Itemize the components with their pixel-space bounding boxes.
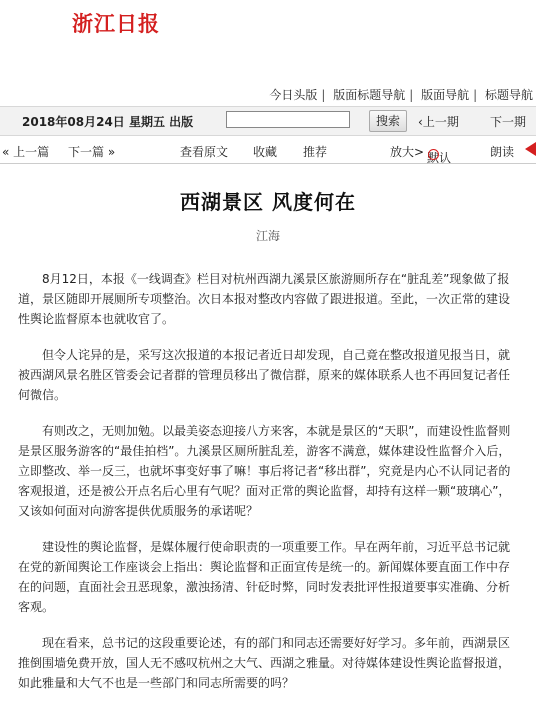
issue-date: 2018年08月24日 星期五 出版: [22, 115, 194, 129]
next-issue-link[interactable]: 下一期: [490, 115, 527, 129]
nav-page-title-navigation[interactable]: 版面标题导航: [333, 88, 406, 102]
article-paragraph: 8月12日，本报《一线调查》栏目对杭州西湖九溪景区旅游厕所存在“脏乱差”现象做了报道，景区随即开展厕所专项整治。次日本报对整改内容做了跟进报道。至此，一次正常的建设性舆论监督原本也就收官了。: [18, 272, 511, 326]
article-paragraph: 但令人诧异的是，采写这次报道的本报记者近日却发现，自己竟在整改报道见报当日，就被西湖风景名胜区管委会记者群的管理员移出了微信群，原来的媒体联系人也不再回复记者任何微信。: [18, 348, 511, 402]
read-aloud-link[interactable]: 朗读: [490, 145, 515, 159]
nav-front-page[interactable]: 今日头版: [269, 88, 318, 102]
default-size-label: 默认: [427, 151, 452, 165]
article-body: [18, 269, 514, 709]
prev-article-link[interactable]: « 上一篇: [2, 145, 50, 159]
zoom-in-link[interactable]: 放大>: [390, 145, 425, 159]
article-title: 西湖景区 风度何在: [180, 190, 356, 214]
search-input[interactable]: [226, 111, 350, 128]
masthead: [0, 0, 536, 86]
article-author: 江海: [255, 229, 280, 243]
article-paragraph: 现在看来，总书记的这段重要论述，有的部门和同志还需要好好学习。多年前，西湖景区推倒围墙免费开放，国人无不感叹杭州之大气、西湖之雅量。对待媒体建设性舆论监督报道，如此雅量和大气不也是一些部门和同志所需要的吗？: [18, 636, 511, 690]
nav-page-navigation[interactable]: 版面导航: [421, 88, 470, 102]
circle-icon: [428, 149, 439, 160]
view-original-link[interactable]: 查看原文: [180, 145, 229, 159]
nav-divider: |: [473, 88, 478, 102]
article-paragraph: 有则改之，无则加勉。以最美姿态迎接八方来客，本就是景区的“天职”，而建设性监督则是景区服务游客的“最佳拍档”。九溪景区厕所脏乱差，游客不满意，媒体建设性监督介入后，立即整改、举一反三，也就坏事变好事了嘛！事后将记者“移出群”，究竟是内心不认同记者的客观报道，还是被公开点名后心里有气呢？面对正常的舆论监督，却持有这样一颗“玻璃心”，又该如何面对向游客提供优质服务的承诺呢？: [18, 424, 511, 518]
nav-divider: |: [409, 88, 414, 102]
search-button[interactable]: 搜索: [369, 110, 407, 132]
nav-title-navigation[interactable]: 标题导航: [484, 88, 533, 102]
top-navigation: [266, 86, 536, 106]
speaker-icon[interactable]: [525, 142, 536, 156]
nav-divider: |: [321, 88, 326, 102]
newspaper-logo[interactable]: 浙江日报: [72, 12, 160, 36]
prev-issue-label: 上一期: [422, 115, 459, 129]
article-paragraph: 建设性的舆论监督，是媒体履行使命职责的一项重要工作。早在两年前，习近平总书记就在党的新闻舆论工作座谈会上指出：舆论监督和正面宣传是统一的。新闻媒体要直面工作中存在的问题，直面社会丑恶现象，激浊扬清、针砭时弊，同时发表批评性报道要事实准确、分析客观。: [18, 540, 511, 614]
favorite-link[interactable]: 收藏: [253, 145, 278, 159]
left-arrow-icon: ‹: [418, 115, 423, 129]
date-search-bar: [0, 106, 536, 136]
next-article-link[interactable]: 下一篇 »: [68, 145, 116, 159]
article-toolbar: [0, 137, 536, 164]
prev-issue-link[interactable]: [418, 113, 459, 130]
recommend-link[interactable]: 推荐: [303, 145, 328, 159]
